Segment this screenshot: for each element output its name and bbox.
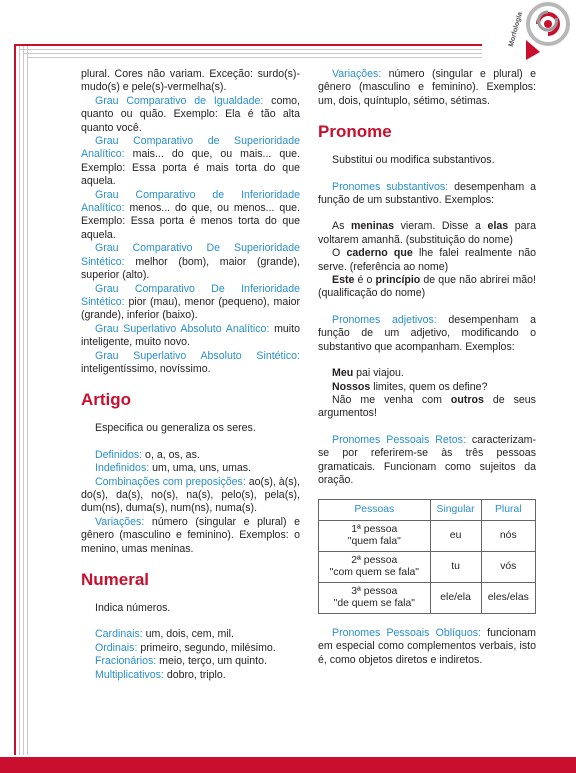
example [318, 274, 536, 301]
term: Variações: [332, 68, 382, 80]
definition: pior (mau), menor (pequeno), maior (grande), inferior (baixo). [81, 295, 300, 322]
definition: muito inteligente, muito novo. [81, 322, 300, 349]
example [318, 247, 536, 274]
pessoa-desc: "de quem se fala" [333, 597, 415, 609]
numeral-item [318, 68, 536, 108]
example-bold: Nossos [332, 380, 371, 393]
example-text: As [332, 220, 351, 233]
frame-top-gray [23, 53, 482, 54]
pronomes-retos-table [318, 499, 536, 613]
table-row [319, 582, 536, 613]
example-bold: princípio [375, 274, 421, 287]
term: Variações: [95, 515, 145, 528]
example-text: lhe falei realmente não serve. (referência ao nome) [318, 247, 536, 273]
artigo-item [81, 449, 300, 462]
example [318, 220, 536, 247]
example-text: vieram. Disse a [393, 220, 488, 233]
table-cell-pessoa [319, 582, 431, 613]
term: Cardinais: [95, 628, 143, 641]
example-text: de que não abrirei mão! (qualificação do nome) [318, 274, 536, 300]
table-cell: eles/elas [481, 582, 535, 613]
artigo-item [81, 516, 300, 556]
example [318, 394, 536, 421]
section-heading-numeral: Numeral [81, 570, 150, 589]
table-cell: vós [481, 551, 535, 582]
example-bold: caderno que [346, 247, 413, 260]
section-description: Indica números. [95, 602, 171, 614]
definition: desempenham a função de um adjetivo, modificando o substantivo que acompanham. Exemplos: [318, 313, 536, 353]
example-text: de seus argumentos! [318, 393, 536, 420]
definition: número (singular e plural) e gênero (masculino e feminino). Exemplos: um, dois, quíntuplo, sétimo, sétimas. [318, 68, 536, 107]
numeral-item [81, 655, 300, 668]
grau-item [81, 283, 300, 323]
table-cell-pessoa [319, 520, 431, 551]
grau-item [81, 95, 300, 135]
bottom-red-bar [0, 757, 576, 773]
frame-line-red [14, 44, 16, 755]
definition: como, quanto ou quão. Exemplo: Ela é tão alta quanto você. [81, 94, 300, 134]
pessoa-label: 2ª pessoa [351, 554, 398, 566]
example-text: pai viajou. [353, 367, 404, 380]
table-cell: ele/ela [430, 582, 481, 613]
term: Grau Comparativo de Inferioridade Analítico: [81, 188, 300, 215]
artigo-item [81, 476, 300, 516]
term: Grau Comparativo de Superioridade Analítico: [81, 135, 300, 161]
example-bold: meninas [350, 220, 394, 233]
grau-item [81, 350, 300, 377]
frame-line-gray [27, 44, 28, 755]
example-text: é o [354, 274, 376, 287]
grau-item [81, 323, 300, 350]
table-header: Pessoas [319, 500, 431, 520]
left-column [81, 68, 300, 682]
section-label: Morfologia [508, 11, 525, 48]
numeral-item [81, 642, 300, 655]
numeral-item [81, 669, 300, 682]
definition: melhor (bom), maior (grande), superior (alto). [81, 255, 300, 282]
term: Fracionários: [95, 655, 157, 668]
numeral-item [81, 628, 300, 641]
example-bold: elas [487, 220, 509, 233]
term: Grau Comparativo De Inferioridade Sintético: [81, 282, 300, 308]
table-cell: nós [481, 520, 535, 551]
definition: o, a, os, as. [142, 448, 200, 461]
artigo-item [81, 462, 300, 475]
pronome-item [318, 181, 536, 208]
definition: mais... do que, ou mais... que. Exemplo: Essa porta é mais torta do que aquela. [81, 148, 300, 188]
pessoa-desc: "com quem se fala" [329, 566, 419, 578]
section-heading-artigo: Artigo [81, 390, 132, 410]
example-bold: outros [450, 393, 484, 406]
term: Pronomes substantivos: [332, 180, 449, 193]
table-header: Plural [481, 500, 535, 520]
table-cell: tu [430, 551, 481, 582]
definition: desempenham a função de um substantivo. Exemplos: [318, 180, 537, 207]
term: Grau Comparativo De Superioridade Sintético: [81, 242, 300, 268]
frame-top-red [14, 44, 482, 46]
section-description: Substitui ou modifica substantivos. [332, 154, 495, 167]
term: Multiplicativos: [95, 668, 164, 681]
example-bold: Meu [332, 367, 354, 380]
table-row [319, 520, 536, 551]
example [318, 367, 536, 380]
pronome-item [318, 627, 536, 667]
definition: meio, terço, um quinto. [156, 655, 267, 668]
definition: ao(s), à(s), do(s), da(s), no(s), na(s), pelo(s), pela(s), dum(ns), duma(s), num(ns), numa(s). [81, 475, 300, 515]
definition: menos... do que, ou menos... que. Exemplo: Essa porta é menos torta do que aquela. [81, 202, 300, 241]
frame-top-gray [19, 49, 482, 50]
table-header: Singular [430, 500, 481, 520]
example-bold: Este [332, 274, 355, 287]
section-description: Especifica ou generaliza os seres. [95, 422, 256, 435]
frame-top-gray [27, 57, 482, 58]
paragraph: plural. Cores não variam. Exceção: surdo(s)-mudo(s) e pele(s)-vermelha(s). [81, 68, 300, 94]
term: Grau Superlativo Absoluto Analítico: [95, 322, 270, 335]
pronome-item [318, 434, 536, 488]
term: Ordinais: [95, 641, 138, 654]
pessoa-desc: "quem fala" [347, 535, 401, 547]
example-text: para voltarem amanhã. (substituição do nome) [318, 220, 536, 246]
table-row [319, 551, 536, 582]
pronome-item [318, 314, 536, 354]
right-column [318, 68, 536, 667]
definition: dobro, triplo. [163, 668, 226, 681]
table-cell: eu [430, 520, 481, 551]
term: Definidos: [95, 448, 143, 461]
grau-item [81, 242, 300, 282]
triskele-emblem-icon [496, 0, 576, 64]
term: Pronomes Pessoais Retos: [332, 433, 466, 446]
example-text: limites, quem os define? [370, 380, 488, 393]
table-header-row [319, 500, 536, 520]
table-cell-pessoa [319, 551, 431, 582]
pessoa-label: 1ª pessoa [351, 523, 398, 535]
definition: um, dois, cem, mil. [142, 628, 234, 641]
definition: funcionam em especial como complementos verbais, isto é, como objetos diretos e indiretos. [318, 626, 536, 666]
example [318, 381, 536, 394]
term: Pronomes Pessoais Oblíquos: [332, 626, 481, 639]
definition: caracterizam-se por referirem-se às três pessoas gramaticais. Funcionam como sujeitos da oração. [318, 433, 537, 486]
grau-item [81, 135, 300, 189]
example-text: Não me venha com [332, 393, 451, 406]
term: Grau Superlativo Absoluto Sintético: [95, 349, 300, 362]
term: Combinações com preposições: [95, 475, 246, 488]
example-text: O [332, 247, 347, 260]
frame-line-gray [19, 44, 20, 755]
term: Pronomes adjetivos: [332, 313, 437, 326]
section-heading-pronome: Pronome [318, 122, 392, 142]
pessoa-label: 3ª pessoa [351, 585, 398, 597]
definition: primeiro, segundo, milésimo. [137, 641, 276, 654]
term: Indefinidos: [95, 462, 150, 475]
frame-line-gray [23, 44, 24, 755]
definition: número (singular e plural) e gênero (masculino e feminino). Exemplos: o menino, umas meninas. [81, 515, 300, 555]
definition: um, uma, uns, umas. [149, 462, 252, 475]
grau-item [81, 189, 300, 243]
term: Grau Comparativo de Igualdade: [95, 94, 264, 107]
definition: inteligentíssimo, novíssimo. [81, 362, 211, 375]
